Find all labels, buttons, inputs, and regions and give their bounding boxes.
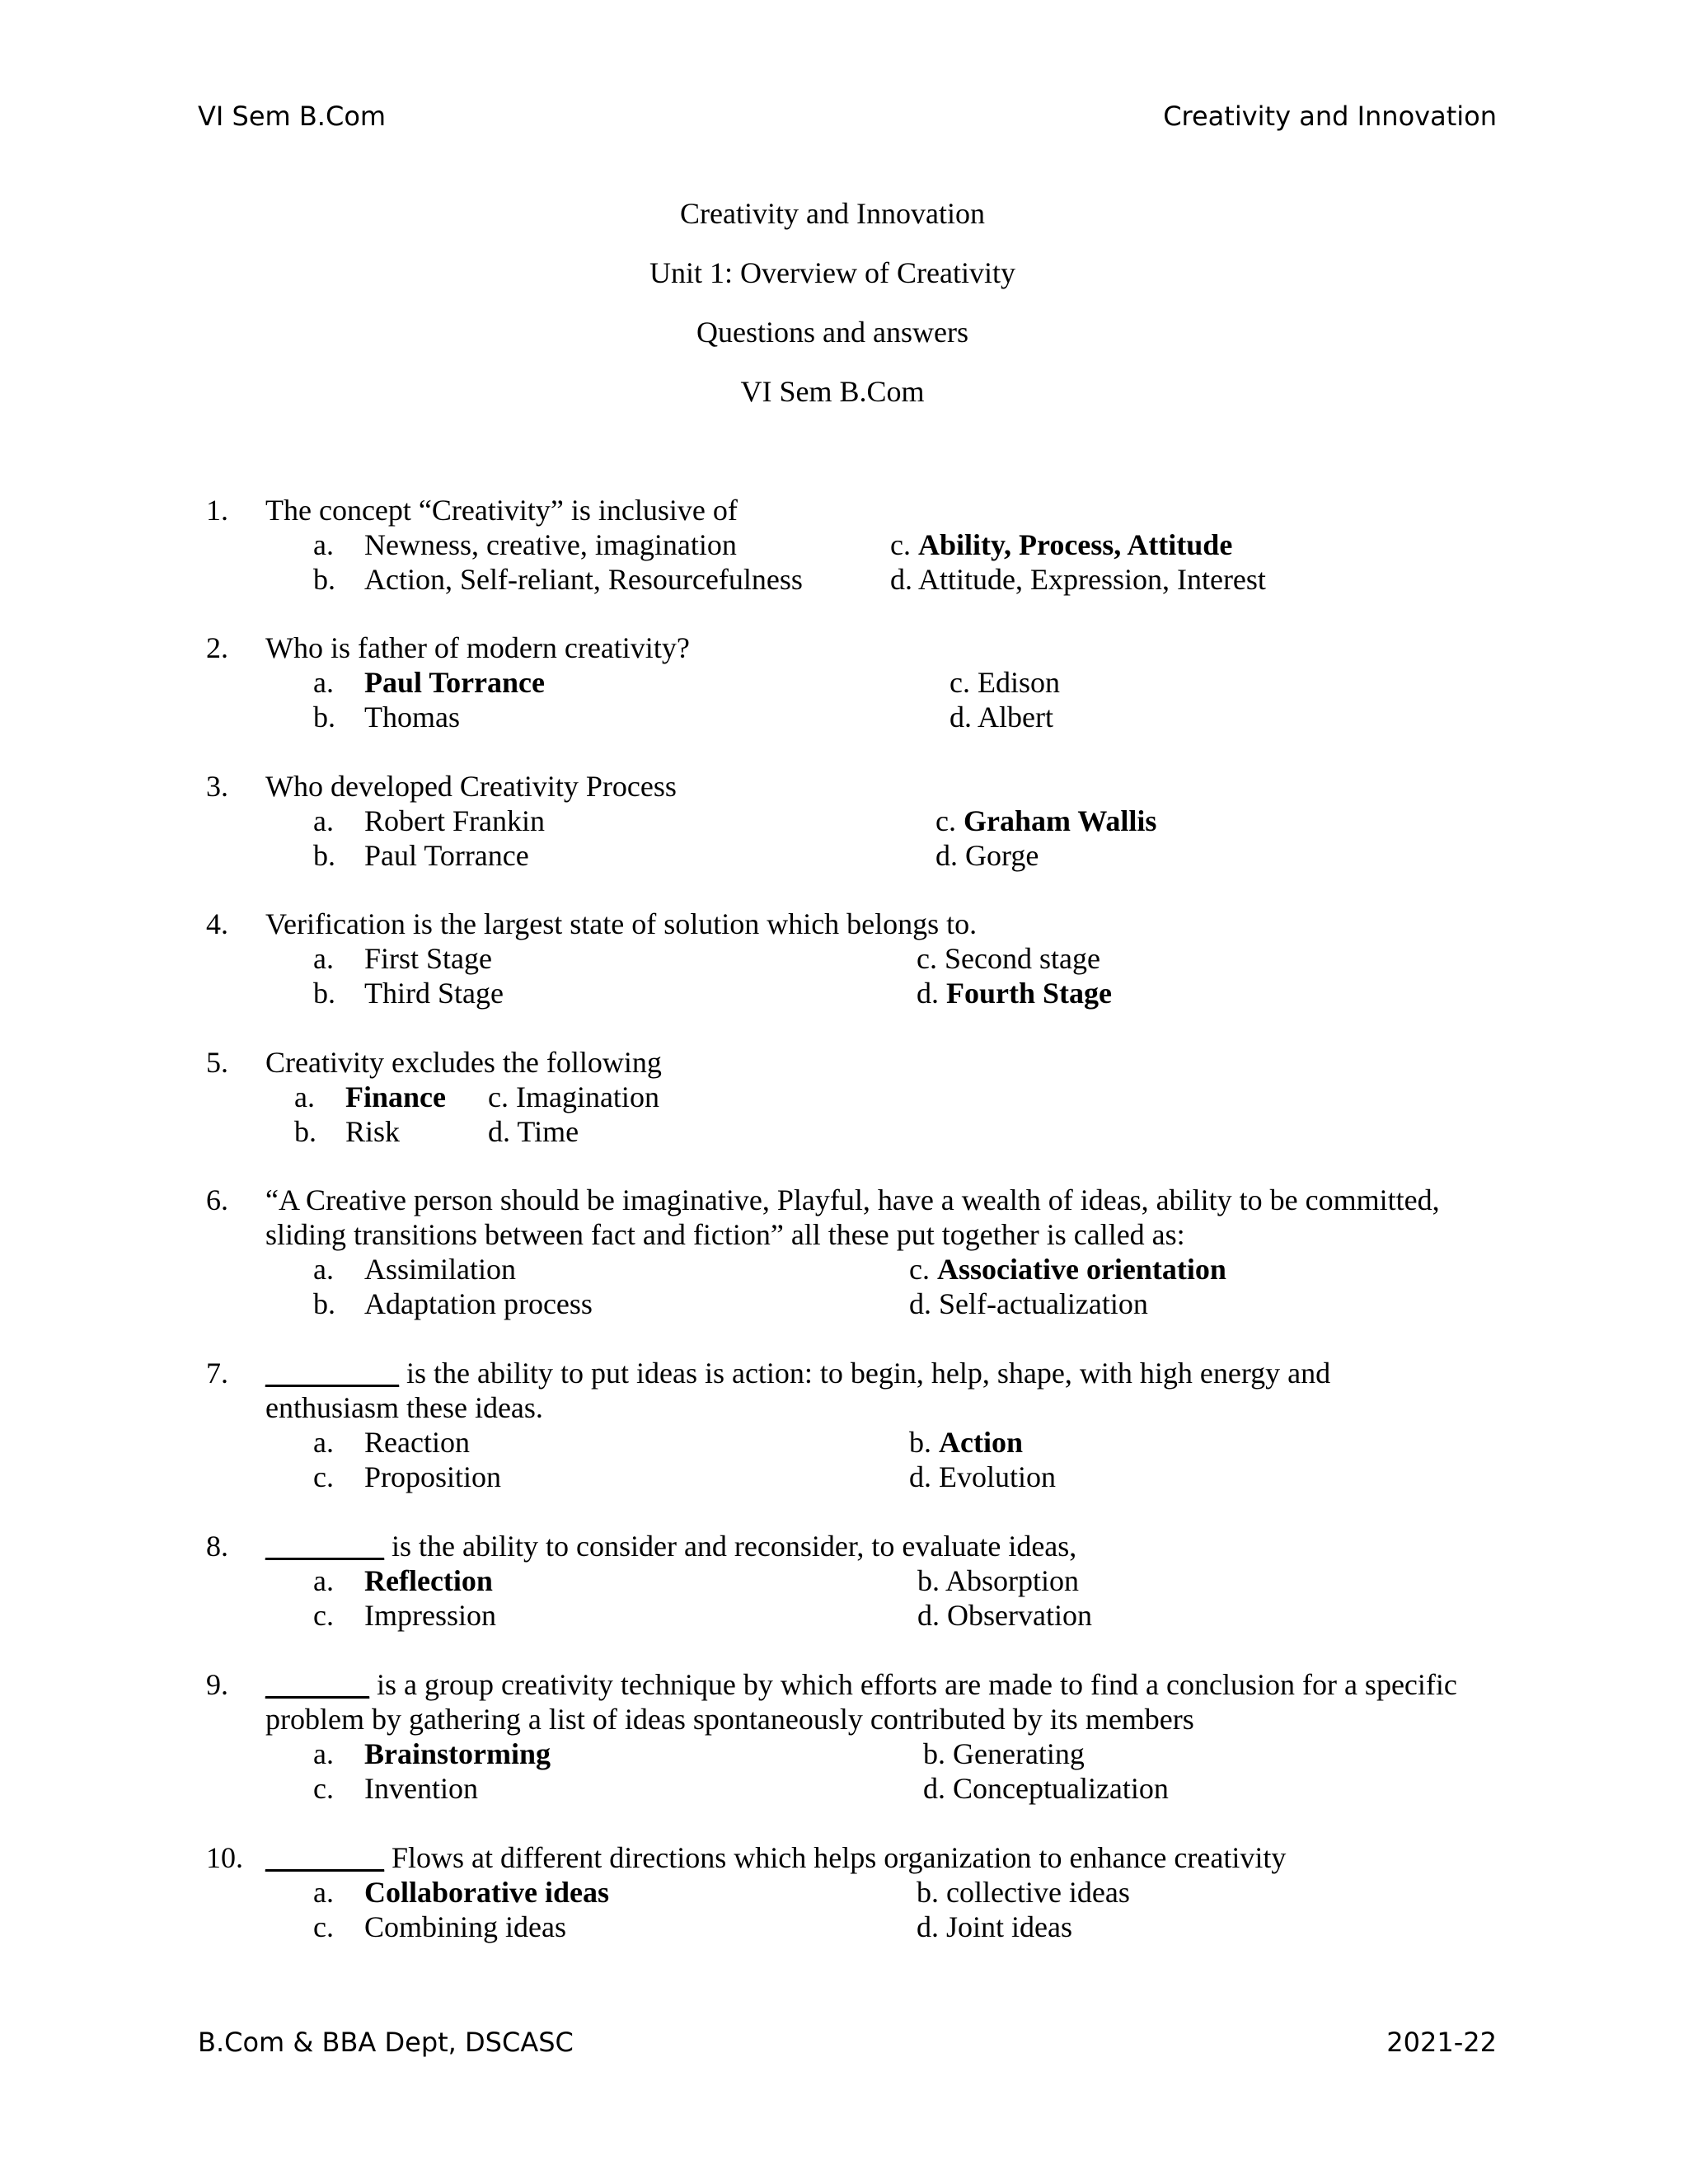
option-letter: b. [909, 1426, 931, 1459]
correct-answer: Fourth Stage [946, 977, 1112, 1010]
option-letter: a. [313, 528, 334, 561]
answer-option [950, 665, 1060, 700]
option-text: Generating [953, 1737, 1085, 1770]
question-item [206, 1045, 662, 1148]
option-letter: b. [313, 701, 335, 733]
option-letter: d. [923, 1772, 945, 1805]
question-text-line [206, 769, 677, 804]
option-letter: a. [313, 1876, 334, 1909]
document-title: Creativity and Innovation [680, 197, 985, 230]
option-letter: a. [313, 1564, 334, 1597]
question-text-line [206, 1840, 1287, 1875]
question-number: 1. [206, 494, 228, 527]
option-text: Combining ideas [364, 1910, 566, 1943]
option-text: Gorge [965, 839, 1039, 872]
option-text: collective ideas [946, 1876, 1130, 1909]
question-item [206, 1840, 1287, 1943]
option-text: Time [517, 1115, 579, 1148]
option-letter: d. [909, 1287, 931, 1320]
answer-option [917, 941, 1100, 976]
correct-answer: Reflection [364, 1564, 493, 1597]
answer-option [917, 1598, 1092, 1633]
option-letter: c. [917, 942, 937, 975]
option-text: Imagination [515, 1080, 659, 1113]
unit-title: Unit 1: Overview of Creativity [649, 256, 1015, 289]
option-letter: c. [313, 1599, 334, 1632]
answer-option [313, 665, 545, 700]
option-letter: c. [909, 1253, 930, 1286]
answer-option [909, 1460, 1056, 1494]
answer-option [294, 1080, 446, 1114]
correct-answer: Paul Torrance [364, 666, 546, 699]
answer-option [313, 1286, 593, 1321]
option-text: Conceptualization [953, 1772, 1169, 1805]
option-letter: c. [488, 1080, 509, 1113]
option-text: Paul Torrance [364, 839, 529, 872]
option-letter: d. [935, 839, 958, 872]
option-text: Second stage [944, 942, 1100, 975]
footer-dept: B.Com & BBA Dept, DSCASC [198, 2027, 574, 2058]
option-letter: a. [313, 804, 334, 837]
title-block [0, 196, 1665, 434]
option-letter: d. [890, 563, 912, 596]
question-text: enthusiasm these ideas. [265, 1391, 543, 1424]
section-title: Questions and answers [696, 316, 968, 349]
option-text: Risk [345, 1115, 401, 1148]
question-number: 6. [206, 1183, 228, 1216]
option-letter: c. [313, 1460, 334, 1493]
question-item [206, 1356, 1331, 1493]
question-text: Flows at different directions which helps organization to enhance creativity [384, 1841, 1287, 1874]
answer-option [313, 1563, 493, 1598]
option-letter: c. [890, 528, 911, 561]
question-text-line [206, 1045, 662, 1080]
question-item [206, 493, 1266, 596]
correct-answer: Action [939, 1426, 1023, 1459]
correct-answer: Ability, Process, Attitude [917, 528, 1233, 561]
question-text-line [206, 907, 978, 941]
option-letter: b. [313, 563, 335, 596]
question-number: 8. [206, 1530, 228, 1563]
option-text: First Stage [364, 942, 493, 975]
answer-option [923, 1771, 1169, 1806]
correct-answer: Associative orientation [936, 1253, 1226, 1286]
option-text: Robert Frankin [364, 804, 545, 837]
option-text: Newness, creative, imagination [364, 528, 737, 561]
question-number: 10. [206, 1841, 243, 1874]
option-text: Invention [364, 1772, 478, 1805]
answer-option [909, 1425, 1023, 1460]
answer-option [935, 804, 1156, 838]
question-text-line [206, 1183, 1440, 1217]
answer-option [313, 941, 492, 976]
option-text: Adaptation process [364, 1287, 593, 1320]
question-number: 5. [206, 1046, 228, 1079]
answer-option [890, 562, 1266, 597]
answer-blank: _________ [265, 1357, 399, 1390]
option-text: Third Stage [364, 977, 504, 1010]
question-number: 2. [206, 631, 228, 664]
answer-option [890, 527, 1232, 562]
option-text: Assimilation [364, 1253, 517, 1286]
question-item [206, 1667, 1457, 1805]
option-letter: a. [313, 942, 334, 975]
option-text: Proposition [364, 1460, 502, 1493]
answer-option [313, 700, 460, 734]
question-text: Who developed Creativity Process [265, 770, 677, 803]
option-letter: b. [313, 839, 335, 872]
question-text: sliding transitions between fact and fiction” all these put together is called as: [265, 1218, 1185, 1251]
answer-option [923, 1736, 1085, 1771]
correct-answer: Collaborative ideas [364, 1876, 609, 1909]
answer-option [488, 1080, 659, 1114]
answer-option [917, 1875, 1130, 1910]
answer-option [935, 838, 1039, 873]
option-letter: d. [488, 1115, 510, 1148]
question-text-line [265, 1702, 1457, 1736]
answer-option [488, 1114, 579, 1149]
option-text: Albert [978, 701, 1053, 733]
option-text: Impression [364, 1599, 496, 1632]
question-text-line [206, 1529, 1077, 1563]
answer-option [950, 700, 1053, 734]
answer-option [313, 1425, 470, 1460]
question-number: 3. [206, 770, 228, 803]
option-text: Thomas [364, 701, 460, 733]
question-text: is the ability to put ideas is action: to begin, help, shape, with high energy and [399, 1357, 1331, 1390]
answer-option [294, 1114, 400, 1149]
answer-option [313, 1910, 566, 1944]
option-letter: a. [294, 1080, 315, 1113]
answer-option [917, 1910, 1072, 1944]
answer-option [313, 1736, 551, 1771]
option-letter: b. [917, 1876, 939, 1909]
option-text: Joint ideas [946, 1910, 1072, 1943]
option-letter: b. [923, 1737, 945, 1770]
option-letter: d. [950, 701, 972, 733]
option-letter: b. [313, 977, 335, 1010]
question-text-line [206, 493, 738, 527]
question-item [206, 1183, 1440, 1320]
question-text: Creativity excludes the following [265, 1046, 662, 1079]
answer-option [313, 804, 545, 838]
question-text-line [206, 1667, 1457, 1702]
option-text: Action, Self-reliant, Resourcefulness [364, 563, 803, 596]
option-text: Attitude, Expression, Interest [918, 563, 1266, 596]
semester-title: VI Sem B.Com [740, 375, 925, 408]
option-letter: c. [313, 1772, 334, 1805]
answer-option [313, 527, 737, 562]
correct-answer: Finance [345, 1080, 446, 1113]
answer-option [313, 1875, 609, 1910]
option-text: Absorption [945, 1564, 1080, 1597]
question-item [206, 1529, 1092, 1632]
answer-option [313, 1252, 516, 1286]
option-letter: b. [294, 1115, 316, 1148]
correct-answer: Graham Wallis [963, 804, 1157, 837]
option-letter: a. [313, 1253, 334, 1286]
answer-blank: _______ [265, 1668, 369, 1701]
question-text: Verification is the largest state of solution which belongs to. [265, 907, 978, 940]
option-letter: b. [313, 1287, 335, 1320]
question-text: is the ability to consider and reconsider, to evaluate ideas, [384, 1530, 1077, 1563]
question-text: The concept “Creativity” is inclusive of [265, 494, 738, 527]
question-text-line [265, 1390, 1330, 1425]
answer-blank: ________ [265, 1841, 384, 1874]
header-course: VI Sem B.Com [198, 101, 387, 132]
question-text-line [206, 630, 690, 665]
answer-option [917, 1563, 1079, 1598]
option-letter: b. [917, 1564, 940, 1597]
question-text: problem by gathering a list of ideas spontaneously contributed by its members [265, 1703, 1194, 1736]
answer-option [917, 976, 1112, 1010]
question-item [206, 630, 1060, 733]
answer-option [313, 976, 504, 1010]
option-letter: a. [313, 666, 334, 699]
option-letter: a. [313, 1426, 334, 1459]
question-text-line [265, 1217, 1440, 1252]
answer-option [313, 1771, 478, 1806]
option-text: Observation [947, 1599, 1092, 1632]
answer-option [909, 1252, 1226, 1286]
answer-option [313, 1460, 501, 1494]
option-letter: c. [950, 666, 970, 699]
question-item [206, 907, 1112, 1010]
footer-year: 2021-22 [1386, 2027, 1497, 2058]
option-letter: d. [917, 977, 939, 1010]
question-number: 7. [206, 1357, 228, 1390]
question-text: “A Creative person should be imaginative, Playful, have a wealth of ideas, ability to be committed, [265, 1183, 1440, 1216]
answer-option [313, 562, 803, 597]
answer-option [313, 838, 529, 873]
option-text: Evolution [939, 1460, 1056, 1493]
question-item [206, 769, 1157, 872]
option-text: Edison [977, 666, 1060, 699]
question-text-line [206, 1356, 1331, 1390]
answer-blank: ________ [265, 1530, 384, 1563]
option-text: Self-actualization [939, 1287, 1148, 1320]
option-letter: c. [313, 1910, 334, 1943]
correct-answer: Brainstorming [364, 1737, 551, 1770]
question-number: 4. [206, 907, 228, 940]
answer-option [909, 1286, 1148, 1321]
question-text: is a group creativity technique by which efforts are made to find a conclusion for a specific [369, 1668, 1457, 1701]
option-letter: a. [313, 1737, 334, 1770]
option-letter: d. [917, 1910, 939, 1943]
option-text: Reaction [364, 1426, 470, 1459]
header-subject: Creativity and Innovation [1163, 101, 1497, 132]
option-letter: c. [935, 804, 956, 837]
question-number: 9. [206, 1668, 228, 1701]
answer-option [313, 1598, 496, 1633]
option-letter: d. [909, 1460, 931, 1493]
question-text: Who is father of modern creativity? [265, 631, 690, 664]
option-letter: d. [917, 1599, 940, 1632]
